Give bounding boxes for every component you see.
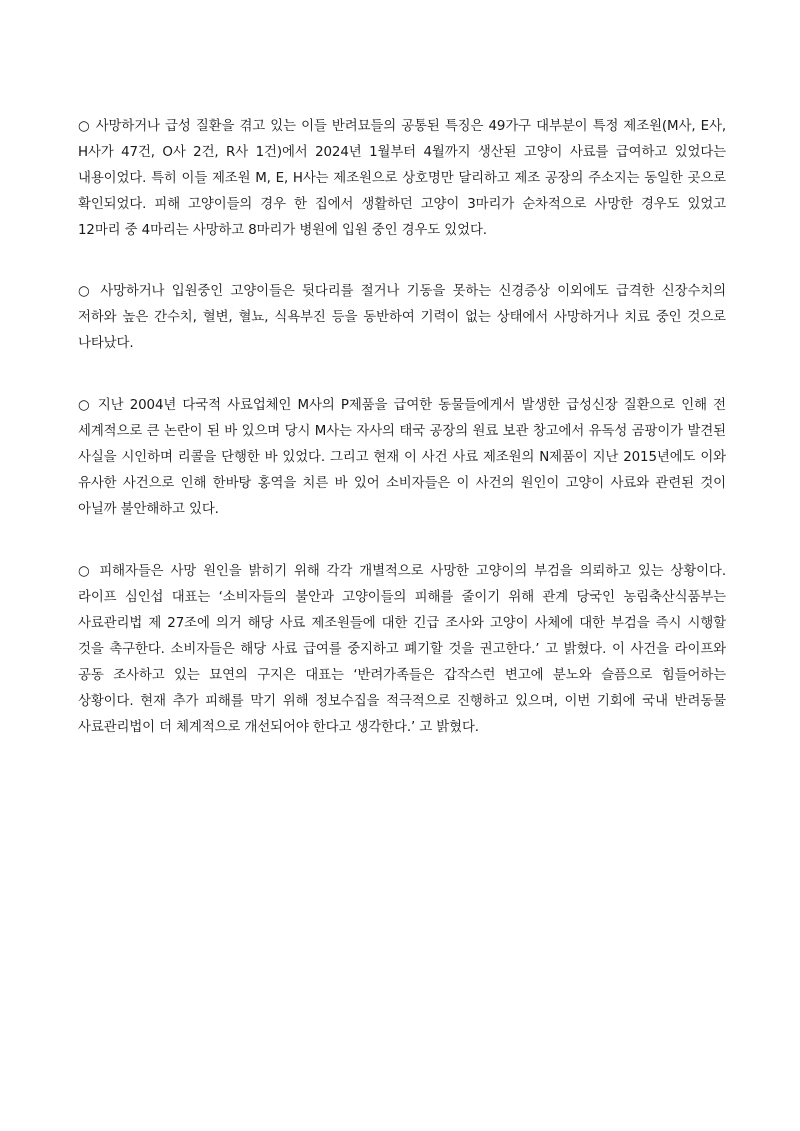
paragraph-4: ○ 피해자들은 사망 원인을 밝히기 위해 각각 개별적으로 사망한 고양이의 부검을 의뢰하고 있는 상황이다. 라이프 심인섭 대표는 ‘소비자들의 불안과 고양이들의 피해를 줄이기 위해 관계 당국인 농림축산식품부는 사료관리법 제 27조에 의거 해당 사료 제조원들에 대한 긴급 조사와 고양이 사체에 대한 부검을 즉시 시행할 것을 촉구한다. 소비자들은 해당 사료 급여를 중지하고 폐기할 것을 권고한다.’ 고 밝혔다. 이 사건을 라이프와 공동 조사하고 있는 묘연의 구지은 대표는 ‘반려가족들은 갑작스런 변고에 분노와 슬픔으로 힘들어하는 상황이다. 현재 추가 피해를 막기 위해 정보수집을 적극적으로 진행하고 있으며, 이번 기회에 국내 반려동물 사료관리법이 더 체계적으로 개선되어야 한다고 생각한다.’ 고 밝혔다. <box>78 564 726 735</box>
paragraph-2: ○ 사망하거나 입원중인 고양이들은 뒷다리를 절거나 기동을 못하는 신경증상 이외에도 급격한 신장수치의 저하와 높은 간수치, 혈변, 혈뇨, 식욕부진 등을 동반하여 기력이 없는 상태에서 사망하거나 치료 중인 것으로 나타났다. <box>78 284 726 351</box>
document-body <box>78 114 726 776</box>
paragraph-1: ○ 사망하거나 급성 질환을 겪고 있는 이들 반려묘들의 공통된 특징은 49가구 대부분이 특정 제조원(M사, E사, H사가 47건, O사 2건, R사 1건)에서 2024년 1월부터 4월까지 생산된 고양이 사료를 급여하고 있었다는 내용이었다. 특히 이들 제조원 M, E, H사는 제조원으로 상호명만 달리하고 제조 공장의 주소지는 동일한 곳으로 확인되었다. 피해 고양이들의 경우 한 집에서 생활하던 고양이 3마리가 순차적으로 사망한 경우도 있었고 12마리 중 4마리는 사망하고 8마리가 병원에 입원 중인 경우도 있었다. <box>78 119 726 238</box>
paragraph-3: ○ 지난 2004년 다국적 사료업체인 M사의 P제품을 급여한 동물들에게서 발생한 급성신장 질환으로 인해 전 세계적으로 큰 논란이 된 바 있으며 당시 M사는 자사의 태국 공장의 원료 보관 창고에서 유독성 곰팡이가 발견된 사실을 시인하며 리콜을 단행한 바 있었다. 그리고 현재 이 사건 사료 제조원의 N제품이 지난 2015년에도 이와 유사한 사건으로 인해 한바탕 홍역을 치른 바 있어 소비자들은 이 사건의 원인이 고양이 사료와 관련된 것이 아닐까 불안해하고 있다. <box>78 398 726 517</box>
